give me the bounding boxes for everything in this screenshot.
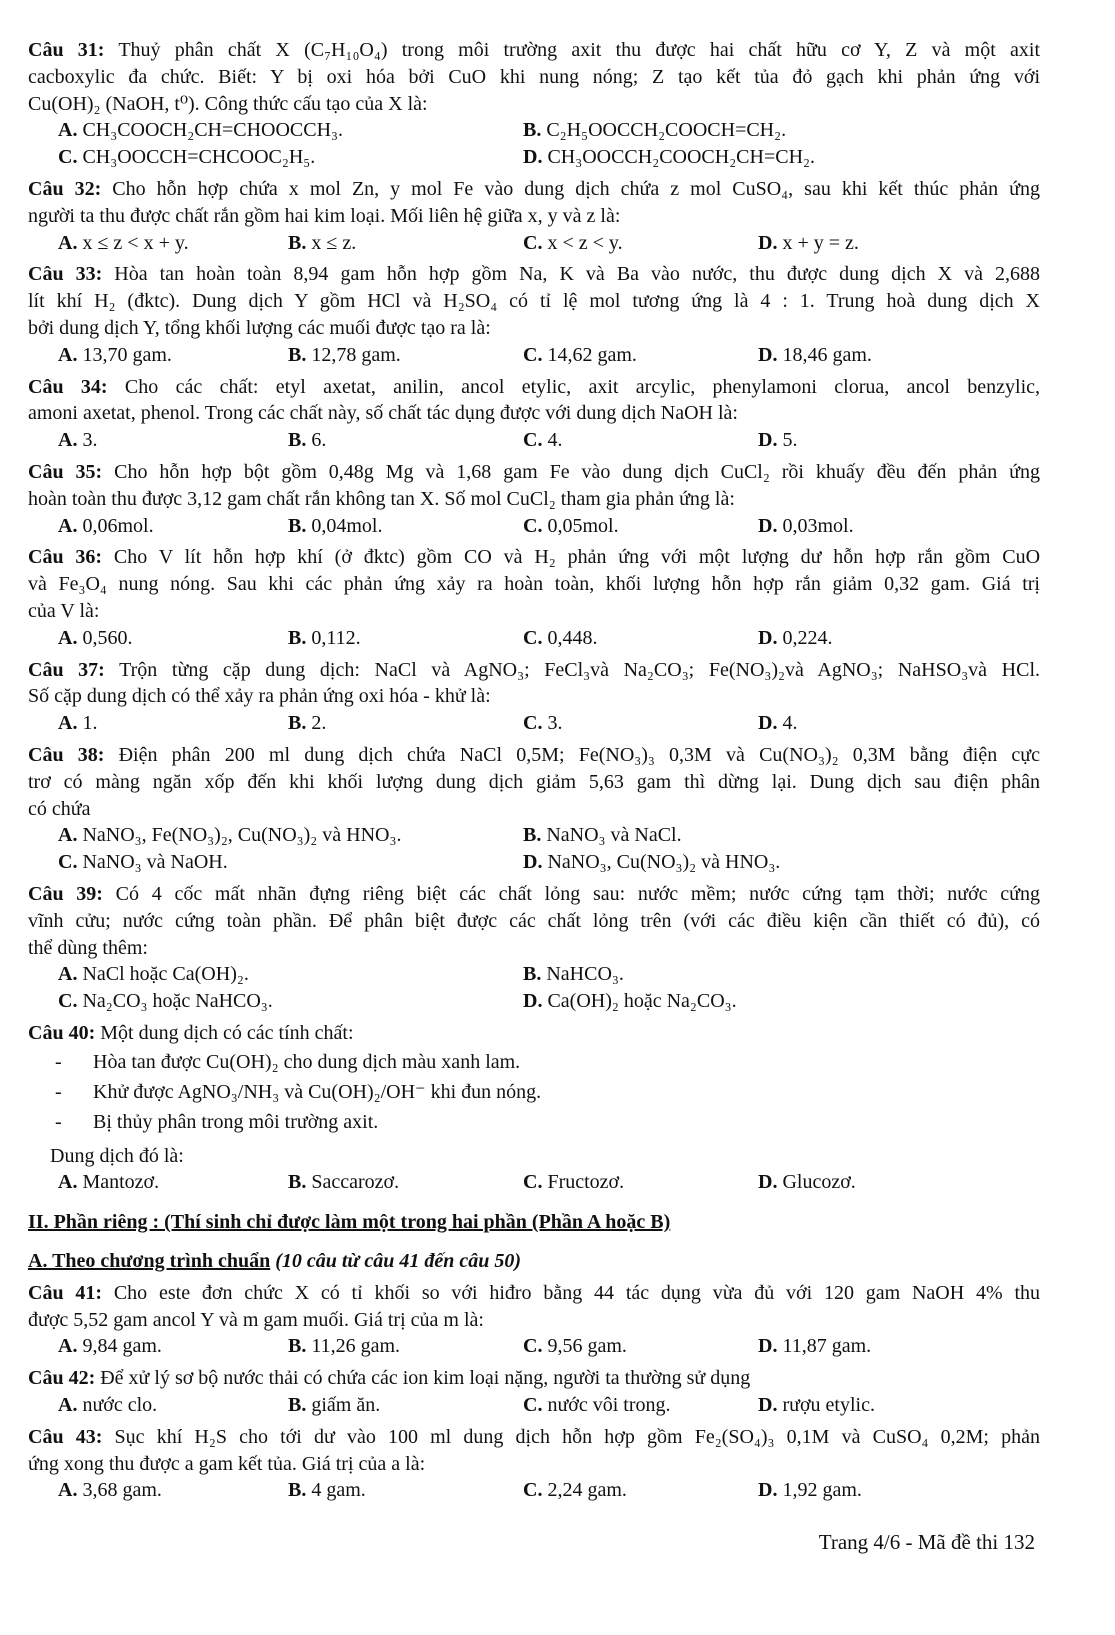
answer-option-b[interactable]	[288, 1392, 380, 1419]
question-line	[28, 742, 1040, 769]
option-text: 2,24 gam.	[547, 1479, 627, 1502]
question-33	[28, 261, 1040, 368]
option-text: 0,448.	[547, 626, 598, 649]
option-letter: B.	[288, 343, 307, 366]
questions-part2	[28, 1280, 1040, 1504]
option-text: rượu etylic.	[782, 1394, 875, 1417]
question-text: hoàn toàn thu được 3,12 gam chất rắn không tan X. Số mol CuCl₂ tham gia phản ứng là:	[28, 487, 735, 510]
question-line	[28, 1280, 1040, 1307]
option-text: 14,62 gam.	[547, 343, 637, 366]
option-text: 5.	[782, 429, 798, 452]
question-text: amoni axetat, phenol. Trong các chất này, số chất tác dụng được với dung dịch NaOH là:	[28, 402, 738, 425]
answer-option-b[interactable]	[288, 625, 361, 652]
option-letter: B.	[288, 1479, 307, 1502]
answer-option-c[interactable]	[523, 625, 597, 652]
option-letter: C.	[523, 1335, 543, 1358]
option-letter: C.	[523, 1394, 543, 1417]
question-text: bởi dung dịch Y, tổng khối lượng các muối được tạo ra là:	[28, 316, 491, 339]
answer-option-b[interactable]	[523, 961, 624, 988]
question-35	[28, 459, 1040, 539]
answer-option-a[interactable]	[58, 822, 401, 849]
answer-option-d[interactable]	[758, 1333, 871, 1360]
option-letter: A.	[58, 429, 78, 452]
question-37	[28, 657, 1040, 737]
answer-option-d[interactable]	[523, 849, 780, 876]
option-text: x + y = z.	[782, 231, 859, 254]
option-letter: C.	[523, 343, 543, 366]
option-letter: A.	[58, 712, 78, 735]
option-letter: D.	[523, 990, 543, 1013]
question-line	[28, 1451, 1040, 1478]
options-row	[28, 1333, 1040, 1360]
option-letter: D.	[758, 1335, 778, 1358]
section-heading: II. Phần riêng : (Thí sinh chỉ được làm một trong hai phần (Phần A hoặc B)	[28, 1211, 671, 1234]
options-row	[28, 1477, 1040, 1504]
question-text: Có 4 cốc mất nhãn đựng riêng biệt các chất lỏng sau: nước mềm; nước cứng tạm thời; nước cứng	[115, 882, 1040, 905]
option-letter: D.	[758, 1394, 778, 1417]
answer-option-c[interactable]	[523, 1333, 627, 1360]
option-letter: C.	[523, 514, 543, 537]
answer-option-a[interactable]	[58, 342, 172, 369]
answer-option-b[interactable]	[523, 117, 786, 144]
option-letter: D.	[523, 146, 543, 169]
question-line	[28, 91, 1040, 118]
option-text: Ca(OH)₂ hoặc Na₂CO₃.	[547, 990, 737, 1013]
option-text: 2.	[311, 712, 327, 735]
option-letter: C.	[523, 712, 543, 735]
option-text: 18,46 gam.	[782, 343, 872, 366]
option-letter: A.	[58, 824, 78, 847]
question-label: Câu 41:	[28, 1281, 103, 1304]
option-text: 12,78 gam.	[311, 343, 401, 366]
option-text: 1,92 gam.	[782, 1479, 862, 1502]
option-text: 6.	[311, 429, 327, 452]
question-text: lít khí H₂ (đktc). Dung dịch Y gồm HCl và H₂SO₄ có tỉ lệ mol tương ứng là 4 : 1. Trung hoà dung dịch X	[28, 290, 1040, 313]
option-letter: C.	[523, 231, 543, 254]
option-letter: D.	[523, 851, 543, 874]
options-row	[28, 961, 1040, 988]
option-letter: B.	[288, 712, 307, 735]
question-text: thể dùng thêm:	[28, 936, 148, 959]
option-letter: B.	[288, 1171, 307, 1194]
options-row	[28, 117, 1040, 144]
question-text: Số cặp dung dịch có thể xảy ra phản ứng oxi hóa - khử là:	[28, 685, 491, 708]
question-line	[28, 1365, 1040, 1392]
option-text: x ≤ z.	[311, 231, 357, 254]
answer-option-a[interactable]	[58, 427, 97, 454]
question-label: Câu 33:	[28, 263, 103, 286]
answer-option-a[interactable]	[58, 230, 189, 257]
option-text: 9,56 gam.	[547, 1335, 627, 1358]
subsection-heading	[28, 1248, 1040, 1275]
question-line	[28, 908, 1040, 935]
answer-option-c[interactable]	[58, 988, 273, 1015]
question-line	[28, 1307, 1040, 1334]
question-text: có chứa	[28, 797, 91, 820]
option-text: nước clo.	[82, 1394, 158, 1417]
option-text: 0,05mol.	[547, 514, 619, 537]
answer-option-d[interactable]	[523, 988, 737, 1015]
answer-option-a[interactable]	[58, 117, 343, 144]
answer-option-c[interactable]	[523, 230, 623, 257]
question-label: Câu 32:	[28, 177, 102, 200]
question-label: Câu 39:	[28, 882, 103, 905]
answer-option-b[interactable]	[288, 513, 382, 540]
option-text: Na₂CO₃ hoặc NaHCO₃.	[82, 990, 273, 1013]
option-text: 11,26 gam.	[311, 1335, 401, 1358]
option-letter: C.	[58, 851, 78, 874]
answer-option-a[interactable]	[58, 1169, 159, 1196]
answer-option-d[interactable]	[758, 1392, 875, 1419]
option-text: 4 gam.	[311, 1479, 366, 1502]
question-label: Câu 38:	[28, 743, 105, 766]
option-text: NaNO₃, Cu(NO₃)₂ và HNO₃.	[547, 851, 781, 874]
question-line	[28, 176, 1040, 203]
option-text: 3,68 gam.	[82, 1479, 162, 1502]
question-text: Cho hỗn hợp chứa x mol Zn, y mol Fe vào dung dịch chứa z mol CuSO₄, sau khi kết thúc phản ứng	[112, 177, 1041, 200]
answer-option-d[interactable]	[758, 1477, 862, 1504]
option-text: giấm ăn.	[311, 1394, 381, 1417]
answer-option-c[interactable]	[523, 427, 562, 454]
options-row	[28, 625, 1040, 652]
question-text: Cu(OH)₂ (NaOH, t⁰). Công thức cấu tạo của X là:	[28, 92, 428, 115]
answer-option-b[interactable]	[288, 710, 326, 737]
answer-option-b[interactable]	[288, 342, 401, 369]
answer-option-c[interactable]	[523, 710, 562, 737]
option-text: 0,560.	[82, 626, 133, 649]
option-text: CH₃COOCH₂CH=CHOOCCH₃.	[82, 119, 344, 142]
option-letter: B.	[288, 514, 307, 537]
answer-option-c[interactable]	[523, 1169, 624, 1196]
option-letter: A.	[58, 626, 78, 649]
bullet-text: Khử được AgNO₃/NH₃ và Cu(OH)₂/OH⁻ khi đun nóng.	[93, 1080, 542, 1103]
option-letter: B.	[288, 231, 307, 254]
option-text: x < z < y.	[547, 231, 623, 254]
option-text: 13,70 gam.	[82, 343, 172, 366]
answer-option-b[interactable]	[288, 1333, 400, 1360]
options-row	[28, 513, 1040, 540]
option-letter: C.	[58, 146, 78, 169]
exam-page-content	[28, 32, 1040, 1504]
question-34	[28, 374, 1040, 454]
option-letter: D.	[758, 1171, 778, 1194]
question-text: vĩnh cửu; nước cứng toàn phần. Để phân biệt được các chất lỏng trên (với các điều kiện cần thiết có đủ), có	[28, 909, 1040, 932]
question-line	[28, 1424, 1040, 1451]
option-letter: B.	[523, 963, 542, 986]
answer-option-d[interactable]	[523, 144, 815, 171]
answer-option-a[interactable]	[58, 625, 132, 652]
question-text: người ta thu được chất rắn gồm hai kim loại. Mối liên hệ giữa x, y và z là:	[28, 204, 621, 227]
question-36	[28, 544, 1040, 651]
answer-option-a[interactable]	[58, 513, 154, 540]
bullet-item	[28, 1047, 1040, 1077]
option-letter: B.	[523, 824, 542, 847]
question-text: ứng xong thu được a gam kết tủa. Giá trị của a là:	[28, 1452, 426, 1475]
question-label: Câu 40:	[28, 1021, 96, 1044]
question-label: Câu 31:	[28, 39, 105, 61]
options-row	[28, 1392, 1040, 1419]
question-line	[28, 64, 1040, 91]
answer-option-a[interactable]	[58, 710, 97, 737]
question-line	[28, 935, 1040, 962]
question-prompt: Dung dịch đó là:	[50, 1144, 184, 1167]
question-label: Câu 37:	[28, 658, 105, 681]
question-43	[28, 1424, 1040, 1504]
options-row	[28, 988, 1040, 1015]
bullet-dash: -	[55, 1050, 62, 1073]
option-letter: C.	[523, 1171, 543, 1194]
option-letter: D.	[758, 231, 778, 254]
question-text: của V là:	[28, 599, 100, 622]
question-line	[28, 261, 1040, 288]
answer-option-c[interactable]	[523, 1477, 627, 1504]
option-letter: A.	[58, 1479, 78, 1502]
option-letter: B.	[288, 1394, 307, 1417]
question-line	[28, 598, 1040, 625]
option-letter: A.	[58, 1394, 78, 1417]
answer-option-a[interactable]	[58, 1333, 162, 1360]
option-text: Mantozơ.	[82, 1171, 160, 1194]
question-text: cacboxylic đa chức. Biết: Y bị oxi hóa bởi CuO khi nung nóng; Z tạo kết tủa đỏ gạch khi phản ứng với	[28, 65, 1040, 88]
option-text: CH₃OOCCH₂COOCH₂CH=CH₂.	[547, 146, 815, 169]
question-39	[28, 881, 1040, 1015]
option-letter: A.	[58, 963, 78, 986]
question-line	[28, 374, 1040, 401]
option-letter: C.	[523, 626, 543, 649]
option-text: NaHCO₃.	[546, 963, 624, 986]
options-row	[28, 342, 1040, 369]
bullet-dash: -	[55, 1110, 62, 1133]
question-line	[28, 37, 1040, 64]
question-text: được 5,52 gam ancol Y và m gam muối. Giá trị của m là:	[28, 1308, 484, 1331]
answer-option-c[interactable]	[58, 849, 228, 876]
bullet-dash: -	[55, 1080, 62, 1103]
question-text: Để xử lý sơ bộ nước thải có chứa các ion kim loại nặng, người ta thường sử dụng	[100, 1367, 751, 1390]
question-label: Câu 42:	[28, 1367, 96, 1390]
option-text: 3.	[547, 712, 563, 735]
question-line	[28, 657, 1040, 684]
question-line	[28, 683, 1040, 710]
question-line	[28, 486, 1040, 513]
option-text: CH₃OOCCH=CHCOOC₂H₅.	[82, 146, 316, 169]
option-letter: A.	[58, 231, 78, 254]
option-text: x ≤ z < x + y.	[82, 231, 189, 254]
subsection-note: (10 câu từ câu 41 đến câu 50)	[275, 1250, 522, 1273]
answer-option-c[interactable]	[523, 1392, 671, 1419]
question-text: và Fe₃O₄ nung nóng. Sau khi các phản ứng xảy ra hoàn toàn, khối lượng hỗn hợp rắn giảm 0,32 gam. Giá trị	[28, 573, 1040, 596]
question-text: Điện phân 200 ml dung dịch chứa NaCl 0,5M; Fe(NO₃)₃ 0,3M và Cu(NO₃)₂ 0,3M bằng điện cực	[118, 743, 1040, 766]
option-letter: C.	[523, 1479, 543, 1502]
option-text: 3.	[82, 429, 98, 452]
option-letter: A.	[58, 1335, 78, 1358]
answer-option-d[interactable]	[758, 513, 854, 540]
answer-option-b[interactable]	[288, 230, 356, 257]
option-text: 0,224.	[782, 626, 833, 649]
answer-option-d[interactable]	[758, 230, 859, 257]
option-letter: C.	[58, 990, 78, 1013]
answer-option-a[interactable]	[58, 961, 249, 988]
option-text: 11,87 gam.	[782, 1335, 872, 1358]
option-letter: A.	[58, 343, 78, 366]
answer-option-b[interactable]	[288, 427, 326, 454]
option-letter: D.	[758, 514, 778, 537]
options-row	[28, 427, 1040, 454]
option-letter: A.	[58, 119, 78, 142]
answer-option-a[interactable]	[58, 1477, 162, 1504]
option-text: Glucozơ.	[782, 1171, 856, 1194]
option-text: 0,06mol.	[82, 514, 154, 537]
option-text: NaNO₃, Fe(NO₃)₂, Cu(NO₃)₂ và HNO₃.	[82, 824, 402, 847]
question-text: Một dung dịch có các tính chất:	[100, 1021, 354, 1044]
options-row	[28, 710, 1040, 737]
option-text: Saccarozơ.	[311, 1171, 400, 1194]
question-38	[28, 742, 1040, 876]
question-text: Trộn từng cặp dung dịch: NaCl và AgNO₃; FeCl₃và Na₂CO₃; Fe(NO₃)₂và AgNO₃; NaHSO₃và HCl.	[119, 658, 1041, 681]
question-line	[28, 400, 1040, 427]
question-line	[28, 796, 1040, 823]
question-line	[28, 571, 1040, 598]
answer-option-b[interactable]	[523, 822, 682, 849]
option-text: NaCl hoặc Ca(OH)₂.	[82, 963, 249, 986]
question-line	[28, 544, 1040, 571]
option-letter: D.	[758, 626, 778, 649]
questions-part1	[28, 37, 1040, 1015]
question-label: Câu 36:	[28, 546, 103, 569]
answer-option-d[interactable]	[758, 342, 872, 369]
question-41	[28, 1280, 1040, 1360]
question-40	[28, 1020, 1040, 1196]
option-letter: B.	[288, 1335, 307, 1358]
option-text: 0,04mol.	[311, 514, 383, 537]
question-text: trơ có màng ngăn xốp đến khi khối lượng dung dịch giảm 5,63 gam thì dừng lại. Dung dịch sau điện phân	[28, 770, 1040, 793]
options-row	[28, 144, 1040, 171]
option-text: 9,84 gam.	[82, 1335, 162, 1358]
options-row	[28, 1169, 1040, 1196]
question-line	[28, 459, 1040, 486]
answer-option-a[interactable]	[58, 1392, 157, 1419]
option-letter: A.	[58, 1171, 78, 1194]
options-row	[28, 230, 1040, 257]
question-label: Câu 34:	[28, 375, 108, 398]
question-text: Hòa tan hoàn toàn 8,94 gam hỗn hợp gồm Na, K và Ba vào nước, thu được dung dịch X và 2,688	[114, 263, 1040, 286]
option-text: NaNO₃ và NaOH.	[82, 851, 228, 874]
bullet-item	[28, 1107, 1040, 1137]
question-line	[28, 315, 1040, 342]
question-text: Cho V lít hỗn hợp khí (ở đktc) gồm CO và H₂ phản ứng với một lượng dư hỗn hợp rắn gồm CuO	[113, 546, 1041, 569]
option-text: 0,112.	[311, 626, 361, 649]
option-letter: D.	[758, 1479, 778, 1502]
option-text: nước vôi trong.	[547, 1394, 671, 1417]
question-42	[28, 1365, 1040, 1419]
question-line	[28, 769, 1040, 796]
question-line	[28, 881, 1040, 908]
question-text: Thuỷ phân chất X (C₇H₁₀O₄) trong môi trường axit thu được hai chất hữu cơ Y, Z và một axit	[118, 39, 1041, 61]
option-letter: D.	[758, 343, 778, 366]
option-text: NaNO₃ và NaCl.	[546, 824, 682, 847]
option-text: 1.	[82, 712, 98, 735]
page-footer: Trang 4/6 - Mã đề thi 132	[818, 1530, 1035, 1554]
question-text: Sục khí H₂S cho tới dư vào 100 ml dung dịch hỗn hợp gồm Fe₂(SO₄)₃ 0,1M và CuSO₄ 0,2M; phản	[114, 1425, 1041, 1448]
option-letter: A.	[58, 514, 78, 537]
option-letter: C.	[523, 429, 543, 452]
question-label: Câu 35:	[28, 460, 103, 483]
question-line	[28, 203, 1040, 230]
option-text: 4.	[782, 712, 798, 735]
option-text: Fructozơ.	[547, 1171, 625, 1194]
option-letter: B.	[523, 119, 542, 142]
question-31	[28, 37, 1040, 171]
option-letter: B.	[288, 429, 307, 452]
answer-option-b[interactable]	[288, 1477, 366, 1504]
bullet-text: Hòa tan được Cu(OH)₂ cho dung dịch màu xanh lam.	[93, 1050, 521, 1073]
option-letter: D.	[758, 712, 778, 735]
bullet-item	[28, 1077, 1040, 1107]
answer-option-b[interactable]	[288, 1169, 399, 1196]
options-row	[28, 849, 1040, 876]
question-line	[28, 288, 1040, 315]
question-32	[28, 176, 1040, 256]
answer-option-c[interactable]	[58, 144, 315, 171]
answer-option-d[interactable]	[758, 625, 832, 652]
option-text: 4.	[547, 429, 563, 452]
bullet-text: Bị thủy phân trong môi trường axit.	[93, 1110, 379, 1133]
question-text: Cho este đơn chức X có tỉ khối so với hiđro bằng 44 tác dụng vừa đủ với 120 gam NaOH 4% thu	[113, 1281, 1041, 1304]
answer-option-d[interactable]	[758, 427, 797, 454]
answer-option-d[interactable]	[758, 1169, 856, 1196]
options-row	[28, 822, 1040, 849]
question-label: Câu 43:	[28, 1425, 103, 1448]
answer-option-d[interactable]	[758, 710, 797, 737]
question-text: Cho hỗn hợp bột gồm 0,48g Mg và 1,68 gam Fe vào dung dịch CuCl₂ rồi khuấy đều đến phản ứng	[114, 460, 1040, 483]
answer-option-c[interactable]	[523, 342, 637, 369]
option-letter: B.	[288, 626, 307, 649]
option-letter: D.	[758, 429, 778, 452]
question-text: Cho các chất: etyl axetat, anilin, ancol etylic, axit arcylic, phenylamoni clorua, ancol benzylic,	[124, 375, 1041, 398]
option-text: 0,03mol.	[782, 514, 854, 537]
option-text: C₂H₅OOCCH₂COOCH=CH₂.	[546, 119, 787, 142]
subsection-title: A. Theo chương trình chuẩn	[28, 1250, 271, 1273]
answer-option-c[interactable]	[523, 513, 619, 540]
